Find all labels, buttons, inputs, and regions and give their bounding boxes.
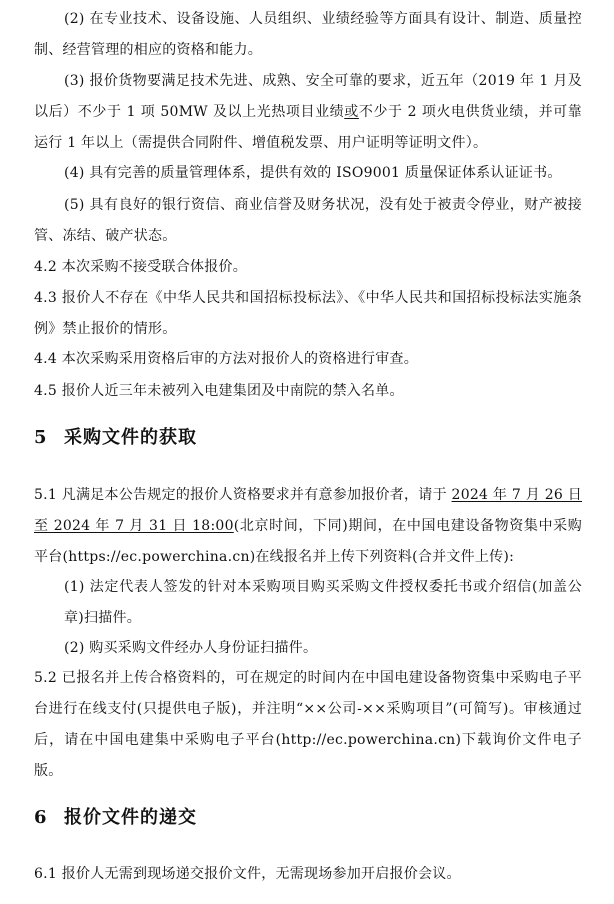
clause-text: 4.2 本次采购不接受联合体报价。: [34, 259, 247, 275]
registration-period: 2024 年 7 月 26 日至 2024 年 7 月 31 日 18:00: [34, 487, 582, 534]
clause-text-c: 不少于 2 项火电供货业绩，并可靠运行 1 年以上（需提供合同附件、增值税发票、用户证明等证明文件）。: [34, 104, 583, 151]
clause-text: 5.2 已报名并上传合格资料的，可在规定的时间内在中国电建设备物资集中采购电子平台进行在线支付(只提供电子版)，并注明“××公司-××采购项目”(可简写)。审核通过后，请在中国电建集中采购电子平台(http://ec.powerchina.cn)下载询价文件电子版。: [34, 670, 582, 779]
clause-4-4: [34, 344, 582, 375]
clause-4-1-5: [34, 190, 582, 252]
clause-text: (5) 具有良好的银行资信、商业信誉及财务状况，没有处于被责令停业，财产被接管、冻结、破产状态。: [34, 197, 582, 244]
clause-text: (2) 购买采购文件经办人身份证扫描件。: [64, 640, 318, 656]
section-heading-6: [34, 803, 197, 833]
clause-text: 4.3 报价人不存在《中华人民共和国招标投标法》、《中华人民共和国招标投标法实施条例》禁止报价的情形。: [34, 290, 582, 337]
clause-4-1-4: [34, 158, 582, 189]
clause-5-1-1: [64, 572, 582, 634]
clause-5-2: [34, 663, 582, 787]
clause-text-b: (北京时间，下同)期间，在中国电建设备物资集中采购平台(https://ec.powerchina.cn)在线报名并上传下列资料(合并文件上传):: [34, 518, 582, 565]
clause-5-1: [34, 480, 582, 573]
heading-number: 5: [34, 427, 48, 448]
clause-6-1: [34, 859, 582, 890]
clause-text-a: 5.1 凡满足本公告规定的报价人资格要求并有意参加报价者，请于: [34, 487, 452, 503]
clause-text: (4) 具有完善的质量管理体系，提供有效的 ISO9001 质量保证体系认证证书。: [64, 165, 562, 181]
heading-text: 采购文件的获取: [64, 427, 197, 448]
clause-text: (1) 法定代表人签发的针对本采购项目购买采购文件授权委托书或介绍信(加盖公章)扫描件。: [64, 579, 582, 626]
clause-text: 4.5 报价人近三年未被列入电建集团及中南院的禁入名单。: [34, 383, 404, 399]
clause-4-1-2: [34, 4, 582, 66]
clause-text: 6.1 报价人无需到现场递交报价文件，无需现场参加开启报价会议。: [34, 866, 461, 882]
clause-text: 4.4 本次采购采用资格后审的方法对报价人的资格进行审查。: [34, 351, 418, 367]
clause-5-1-2: [64, 633, 582, 664]
clause-4-3: [34, 283, 582, 345]
heading-text: 报价文件的递交: [64, 807, 197, 828]
clause-4-1-3: [34, 66, 582, 159]
section-heading-5: [34, 423, 197, 453]
clause-text-a: (3) 报价货物要满足技术先进、成熟、安全可靠的要求，近五年（2019 年 1 月及以后）不少于 1 项 50MW 及以上光热项目业绩: [34, 73, 582, 120]
heading-number: 6: [34, 807, 48, 828]
clause-4-2: [34, 252, 582, 283]
clause-text: (2) 在专业技术、设备设施、人员组织、业绩经验等方面具有设计、制造、质量控制、经营管理的相应的资格和能力。: [34, 11, 582, 58]
clause-4-5: [34, 376, 582, 407]
underlined-or: 或: [344, 104, 359, 120]
